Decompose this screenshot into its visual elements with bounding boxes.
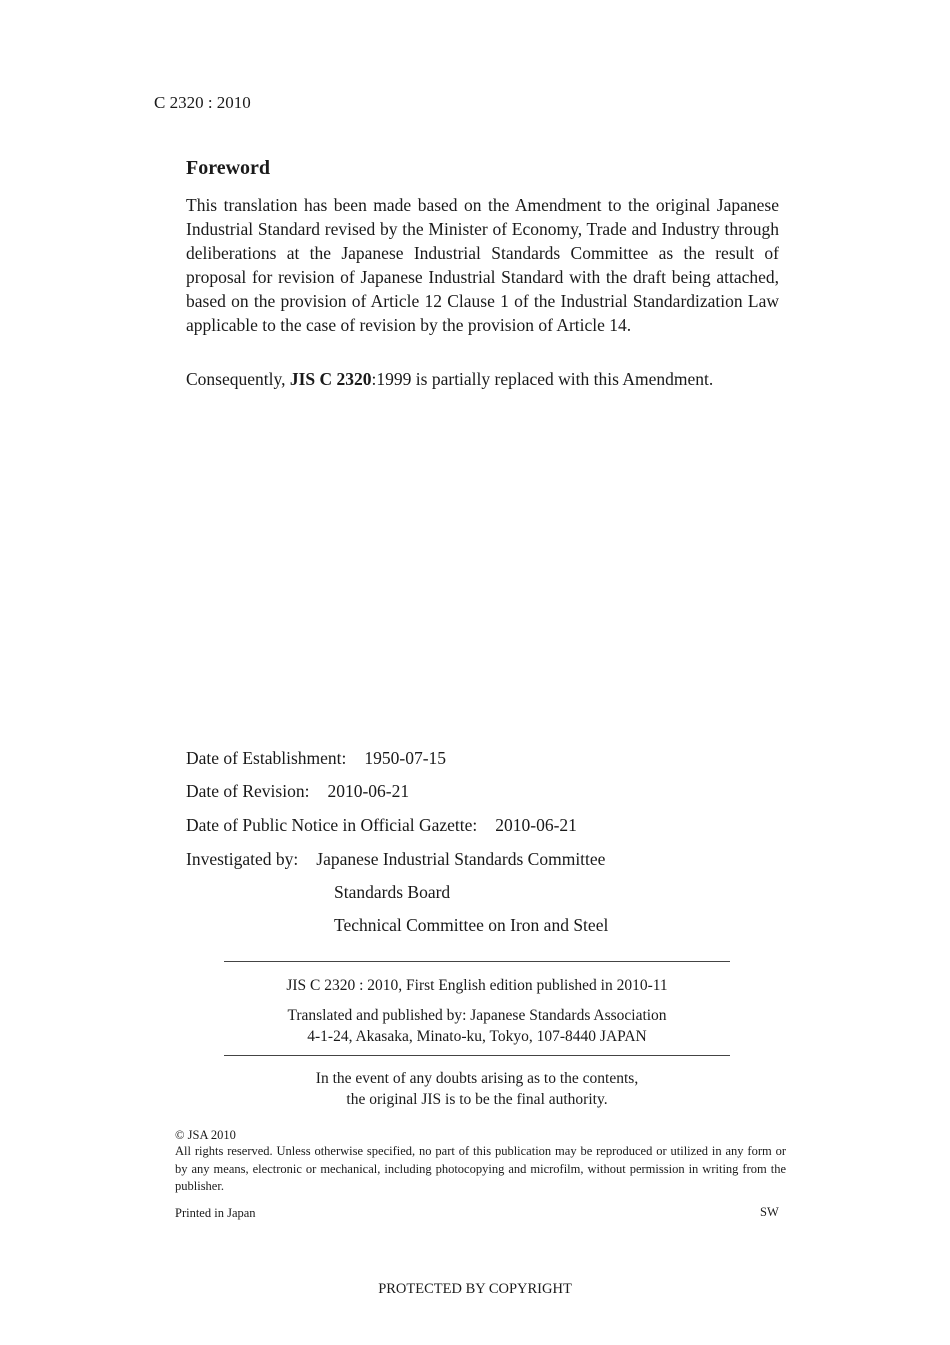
revision-label: Date of Revision: xyxy=(186,781,310,801)
foreword-paragraph-2 xyxy=(186,367,779,391)
document-id: C 2320 : 2010 xyxy=(154,93,251,112)
rights-statement: All rights reserved. Unless otherwise specified, no part of this publication may be reproduced or utilized in any form or by any means, electronic or mechanical, including photocopying and microfilm, without permission in writing from the publisher. xyxy=(175,1144,786,1193)
publisher-address: 4-1-24, Akasaka, Minato-ku, Tokyo, 107-8440 JAPAN xyxy=(307,1028,647,1045)
publisher-block xyxy=(224,1005,730,1047)
authority-line-2: the original JIS is to be the final authority. xyxy=(346,1091,608,1108)
authority-notice xyxy=(224,1068,730,1110)
gazette-label: Date of Public Notice in Official Gazette: xyxy=(186,815,478,835)
date-of-establishment xyxy=(186,748,446,769)
print-code: SW xyxy=(760,1205,779,1219)
standard-year: :1999 xyxy=(371,369,412,389)
standard-reference: JIS C 2320 xyxy=(289,369,372,389)
investigated-committee: Japanese Industrial Standards Committee xyxy=(316,849,606,869)
revision-value: 2010-06-21 xyxy=(327,781,410,801)
divider-top xyxy=(224,961,730,962)
date-of-gazette-notice xyxy=(186,815,577,836)
edition-line: JIS C 2320 : 2010, First English edition published in 2010-11 xyxy=(286,977,668,994)
investigated-label: Investigated by: xyxy=(186,849,299,869)
divider-bottom xyxy=(224,1055,730,1056)
foreword-heading: Foreword xyxy=(186,157,271,179)
para2-suffix: is partially replaced with this Amendment. xyxy=(411,369,714,389)
copyright-notice: © JSA 2010 xyxy=(175,1128,236,1142)
establishment-label: Date of Establishment: xyxy=(186,748,347,768)
publisher-line-1: Translated and published by: Japanese Standards Association xyxy=(287,1007,667,1024)
date-of-revision xyxy=(186,781,409,802)
printed-in-japan: Printed in Japan xyxy=(175,1206,256,1220)
para2-prefix: Consequently, xyxy=(186,369,290,389)
investigated-board: Standards Board xyxy=(334,882,451,902)
investigated-by xyxy=(186,849,605,870)
foreword-paragraph-1: This translation has been made based on the Amendment to the original Japanese Industrial Standard revised by the Minister of Economy, Trade and Industry through deliberations at the Japanese Industrial Standards Committee as the result of proposal for revision of Japanese Industrial Standard with the draft being attached, based on the provision of Article 12 Clause 1 of the Industrial Standardization Law applicable to the case of revision by the provision of Article 14. xyxy=(186,195,779,335)
authority-line-1: In the event of any doubts arising as to the contents, xyxy=(315,1070,639,1087)
gazette-value: 2010-06-21 xyxy=(495,815,577,835)
establishment-value: 1950-07-15 xyxy=(364,748,447,768)
protected-by-copyright-footer: PROTECTED BY COPYRIGHT xyxy=(378,1281,572,1297)
investigated-technical-committee: Technical Committee on Iron and Steel xyxy=(334,915,609,935)
